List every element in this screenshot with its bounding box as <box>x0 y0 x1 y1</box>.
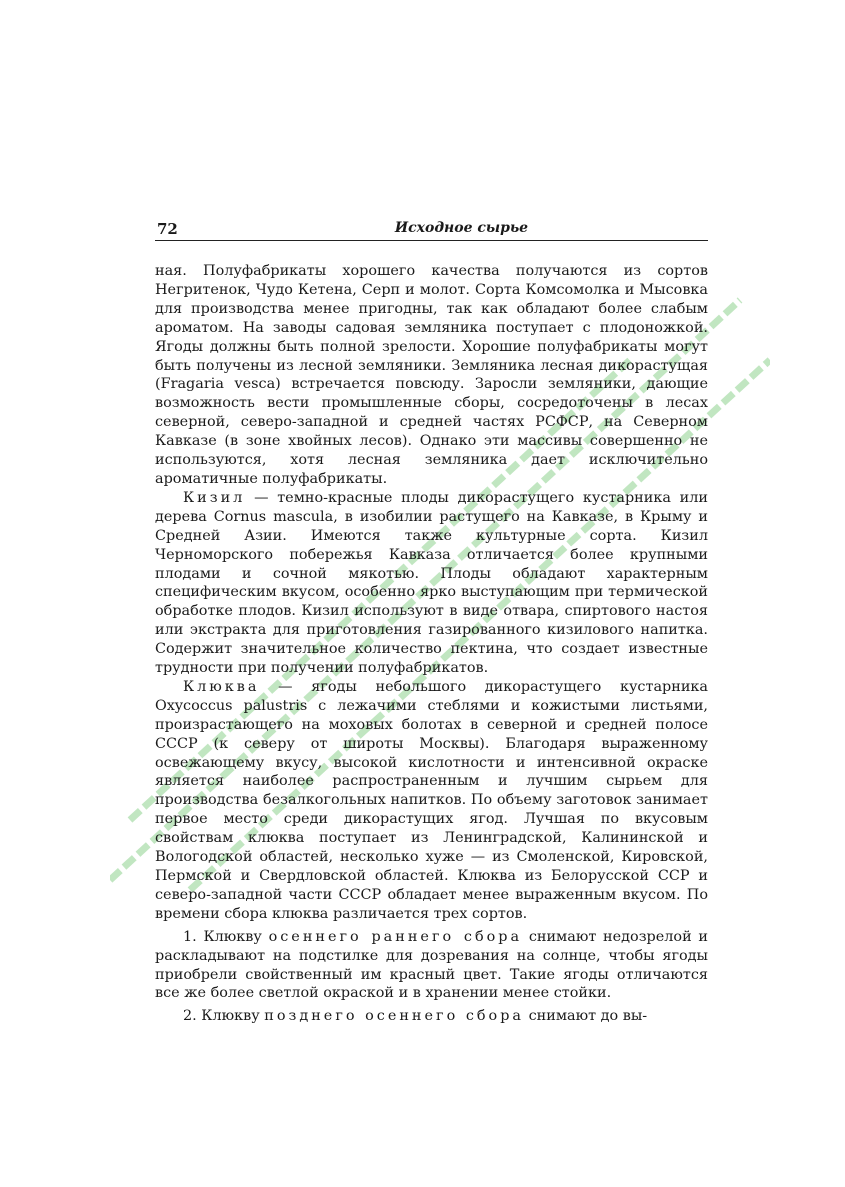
term-late-autumn: позднего осеннего сбора <box>264 1008 524 1025</box>
body-text <box>155 262 708 1026</box>
term-early-autumn: осеннего раннего сбора <box>268 928 523 945</box>
paragraph-cranberry <box>155 678 708 924</box>
paragraph-text: ная. Полуфабрикаты хорошего качества получаются из сортов Негритенок, Чудо Кетена, Серп и молот. Сорта Комсомолка и Мысовка для производства менее пригодны, так как обладают более слабым ароматом. На заводы садовая земляника поступает с плодоножкой. Ягоды должны быть полной зрелости. Хорошие полуфабрикаты могут быть получены из лесной земляники. Земляника лесная дикорастущая (Fragaria vesca) встречается повсюду. Заросли земляники, дающие возможность вести промышленные сборы, сосредоточены в лесах северной, северо-западной и средней частях РСФСР, на Северном Кавказе (в зоне хвойных лесов). Однако эти массивы совершенно не используются, хотя лесная земляника дает исключительно ароматичные полуфабрикаты. <box>155 263 708 487</box>
paragraph-text: снимают до вы- <box>524 1008 648 1025</box>
list-item-late-autumn <box>155 1007 708 1026</box>
page-number: 72 <box>157 220 178 238</box>
paragraph-text: — ягоды небольшого дикорастущего кустарника Oxycoccus palustris с лежачими стеблями и кожистыми листьями, произрастающего на моховых болотах в северной и средней полосе СССР (к северу от широты Москвы). Благодаря выраженному освежающему вкусу, высокой кислотности и интенсивной окраске является наиболее распространенным и лучшим сырьем для производства безалкогольных напитков. По объему заготовок занимает первое место среди дикорастущих ягод. Лучшая по вкусовым свойствам клюква поступает из Ленинградской, Калининской и Вологодской областей, несколько хуже — из Смоленской, Кировской, Пермской и Свердловской областей. Клюква из Белорусской ССР и северо-западной части СССР обладает менее выраженным вкусом. По времени сбора клюква различается трех сортов. <box>155 678 708 922</box>
term-cranberry: Клюква <box>183 678 260 695</box>
paragraph-text: — темно-красные плоды дикорастущего кустарника или дерева Cornus mascula, в изобилии растущего на Кавказе, в Крыму и Средней Азии. Имеются также культурные сорта. Кизил Черноморского побережья Кавказа отличается более крупными плодами и сочной мякотью. Плоды обладают характерным специфическим вкусом, особенно ярко выступающим при термической обработке плодов. Кизил используют в виде отвара, спиртового настоя или экстракта для приготовления газированного кизилового напитка. Содержит значительное количество пектина, что создает известные трудности при получении полуфабрикатов. <box>155 489 708 677</box>
term-dogwood: Кизил <box>183 489 246 506</box>
list-item-prefix: 2. Клюкву <box>183 1008 265 1025</box>
paragraph-dogwood <box>155 489 708 678</box>
list-item-prefix: 1. Клюкву <box>183 928 269 945</box>
paragraph-strawberry <box>155 262 708 489</box>
page-header <box>155 218 708 241</box>
list-item-early-autumn <box>155 928 708 1004</box>
paragraph-text: снимают недозрелой и раскладывают на подстилке для дозревания на солнце, чтобы ягоды приобрели свойственный им красный цвет. Такие ягоды отличаются все же более светлой окраской и в хранении менее стойки. <box>155 928 708 1002</box>
running-title: Исходное сырье <box>394 220 529 236</box>
